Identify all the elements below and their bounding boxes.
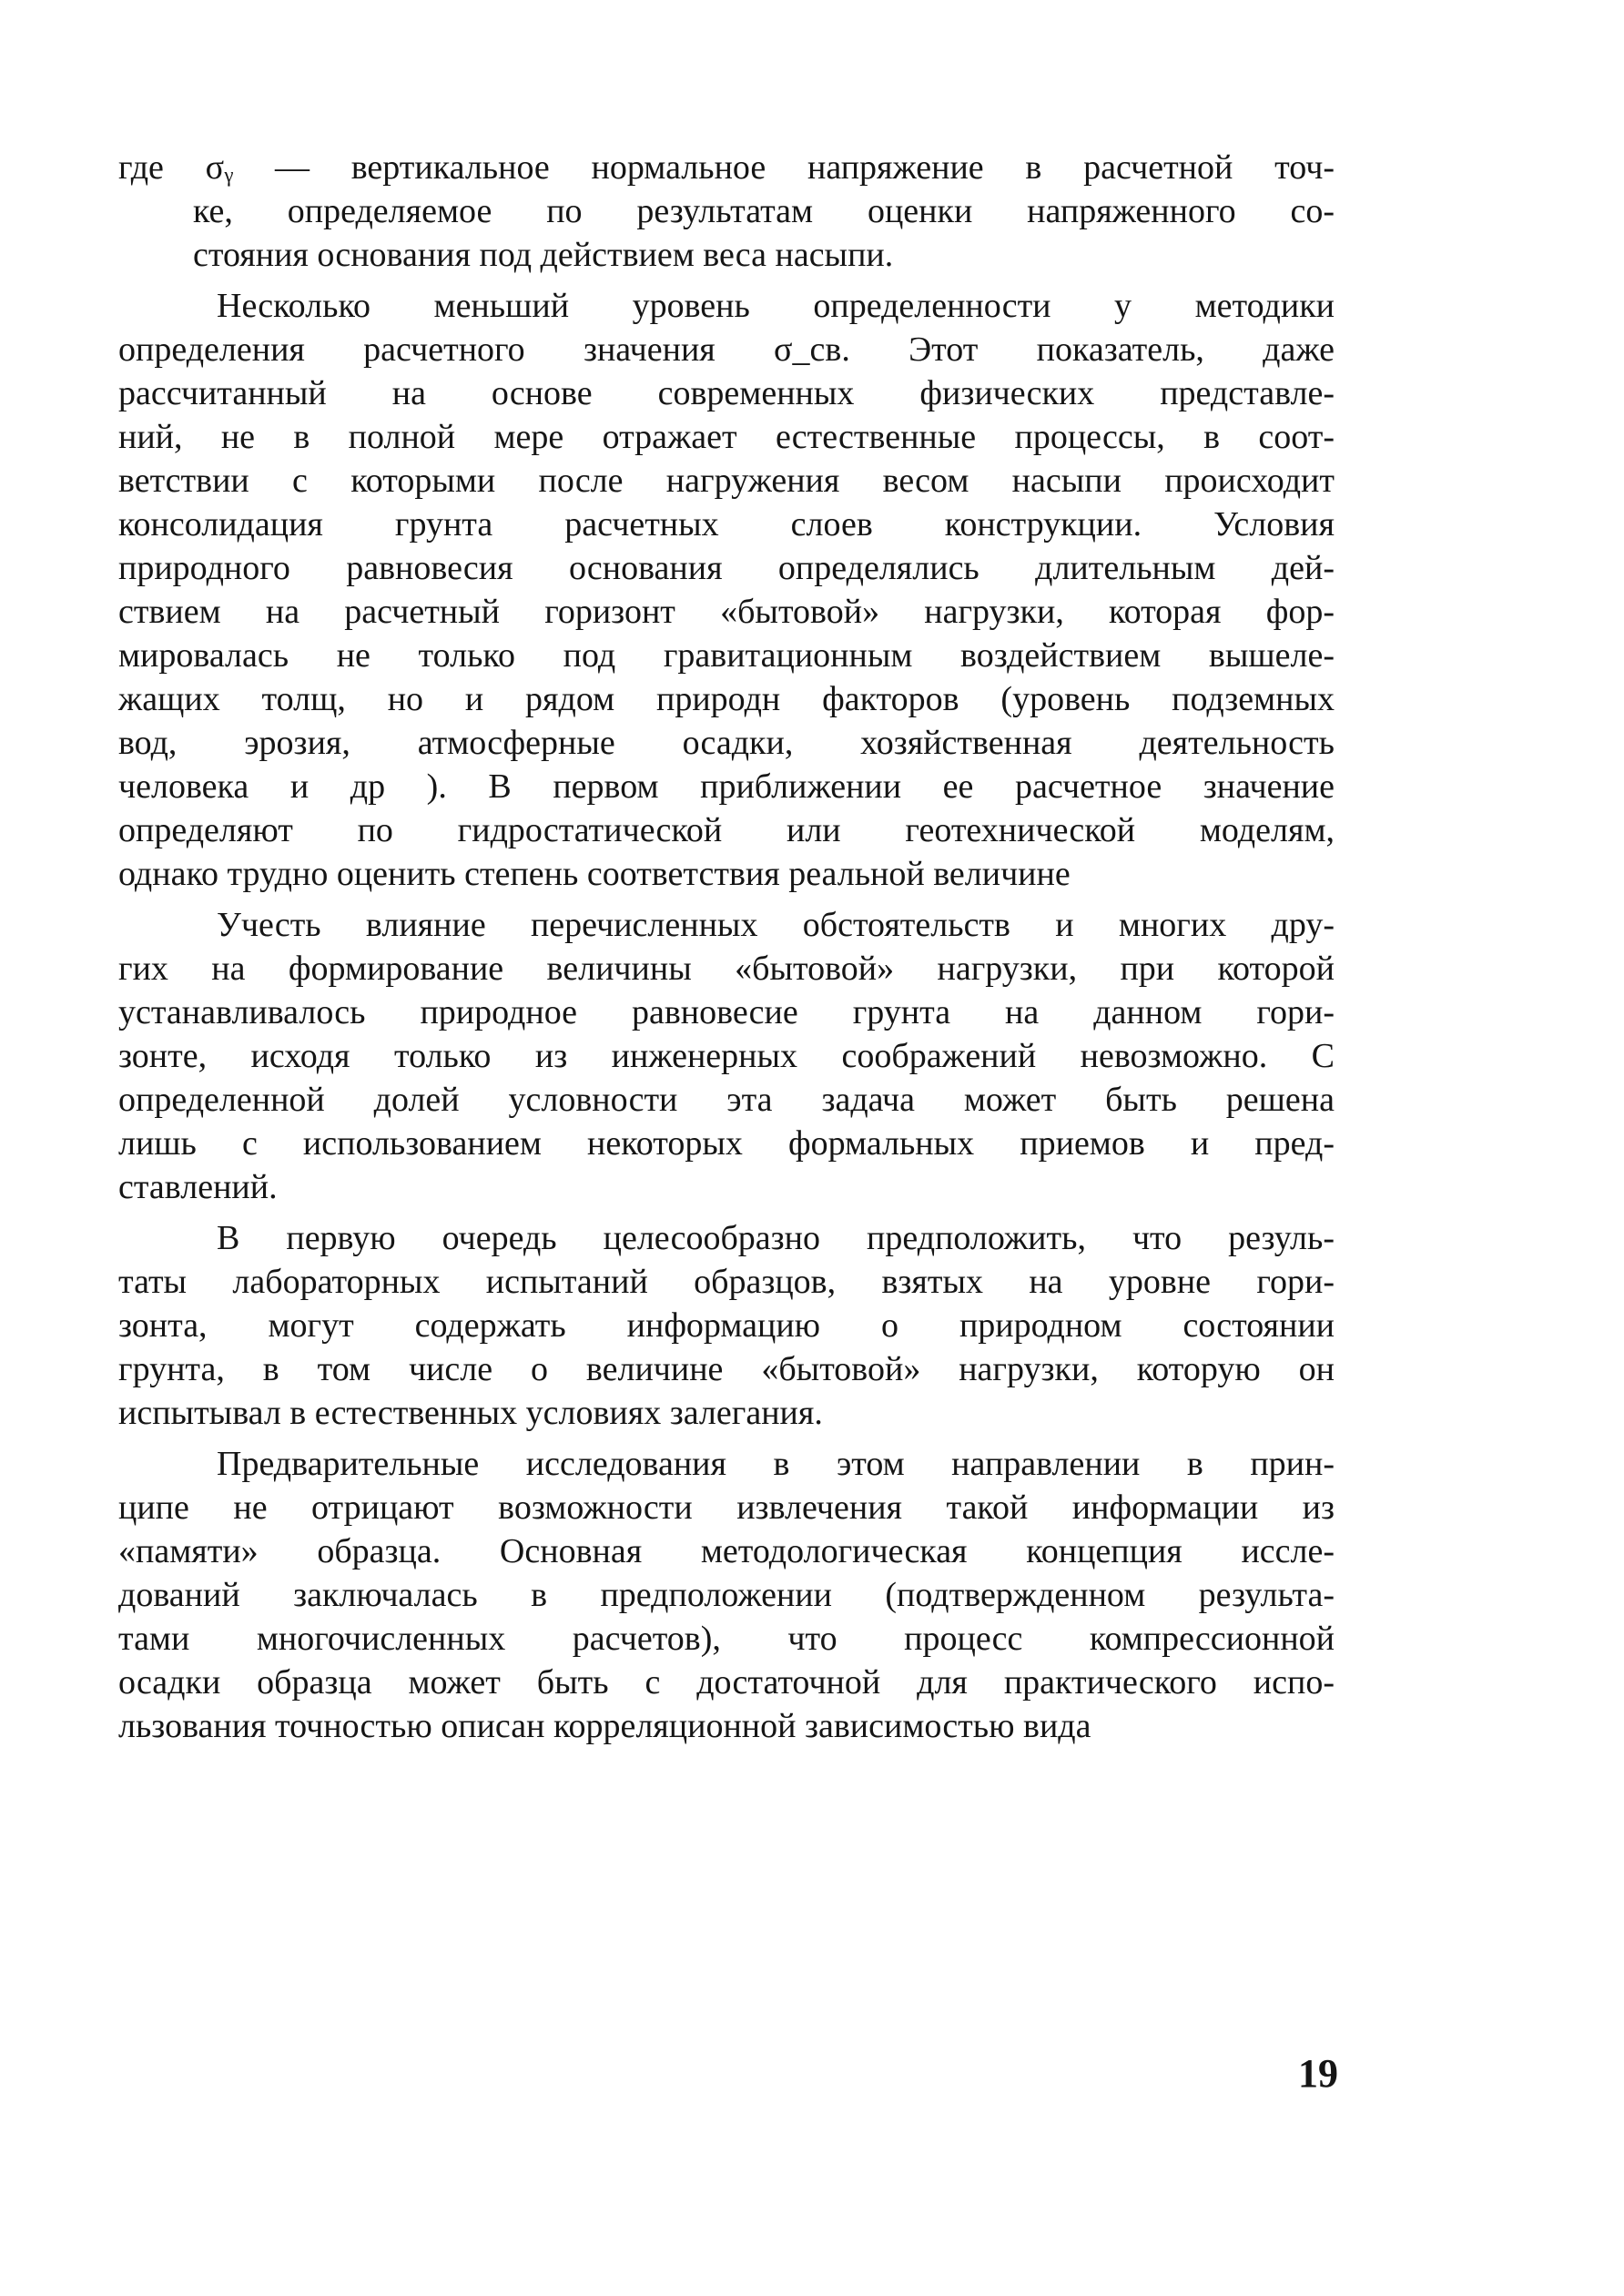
text-line: ний, не в полной мере отражает естественные процессы, в соот- <box>118 418 1335 456</box>
text-line: ствием на расчетный горизонт «бытовой» нагрузки, которая фор- <box>118 593 1335 631</box>
text-line: тами многочисленных расчетов), что процесс компрессионной <box>118 1620 1335 1658</box>
text-line: льзования точностью описан корреляционной зависимостью вида <box>118 1707 1091 1745</box>
paragraph-gap <box>118 277 1335 284</box>
page-number: 19 <box>1298 2051 1338 2096</box>
text-line: зонте, исходя только из инженерных соображений невозможно. С <box>118 1037 1335 1075</box>
text-line: определяют по гидростатической или геотехнической моделям, <box>118 811 1335 849</box>
definition-paragraph <box>118 146 1335 277</box>
text-line: определенной долей условности эта задача может быть решена <box>118 1081 1335 1119</box>
paragraph <box>118 1216 1335 1435</box>
text-line: человека и др ). В первом приближении ее расчетное значение <box>118 767 1335 806</box>
text-line: таты лабораторных испытаний образцов, взятых на уровне гори- <box>118 1263 1335 1301</box>
text-line: консолидация грунта расчетных слоев конструкции. Условия <box>118 505 1335 544</box>
text-line: ке, определяемое по результатам оценки напряженного со- <box>193 192 1335 230</box>
body-text <box>118 146 1335 1748</box>
text-line: стояния основания под действием веса насыпи. <box>193 236 894 274</box>
paragraph <box>118 903 1335 1209</box>
text-line: определения расчетного значения σ_св. Этот показатель, даже <box>118 330 1335 369</box>
paragraph-gap <box>118 896 1335 903</box>
text-line: рассчитанный на основе современных физических представле- <box>118 374 1335 412</box>
text-line: гих на формирование величины «бытовой» нагрузки, при которой <box>118 950 1335 988</box>
text-line: испытывал в естественных условиях залегания. <box>118 1394 823 1432</box>
paragraph-gap <box>118 1435 1335 1442</box>
text-line: грунта, в том числе о величине «бытовой» нагрузки, которую он <box>118 1350 1335 1388</box>
text-line: лишь с использованием некоторых формальных приемов и пред- <box>118 1124 1335 1163</box>
text-line: однако трудно оценить степень соответствия реальной величине <box>118 855 1071 893</box>
text-line: природного равновесия основания определялись длительным дей- <box>118 549 1335 587</box>
paragraph <box>118 284 1335 896</box>
text-line: Предварительные исследования в этом направлении в прин- <box>217 1445 1335 1483</box>
text-line: вод, эрозия, атмосферные осадки, хозяйственная деятельность <box>118 724 1335 762</box>
text-line: В первую очередь целесообразно предположить, что резуль- <box>217 1219 1335 1257</box>
text-line: устанавливалось природное равновесие грунта на данном гори- <box>118 993 1335 1031</box>
paragraph-gap <box>118 1209 1335 1216</box>
text-line: зонта, могут содержать информацию о природном состоянии <box>118 1306 1335 1345</box>
paragraph <box>118 1442 1335 1748</box>
text-line: ветствии с которыми после нагружения весом насыпи происходит <box>118 462 1335 500</box>
text-line: Учесть влияние перечисленных обстоятельств и многих дру- <box>217 906 1335 944</box>
text-line: осадки образца может быть с достаточной для практического испо- <box>118 1663 1335 1702</box>
text-line: где σᵧ — вертикальное нормальное напряжение в расчетной точ- <box>118 148 1335 187</box>
text-line: «памяти» образца. Основная методологическая концепция иссле- <box>118 1532 1335 1570</box>
text-line: ципе не отрицают возможности извлечения такой информации из <box>118 1488 1335 1527</box>
text-line: ставлений. <box>118 1168 278 1206</box>
text-line: жащих толщ, но и рядом природн факторов (уровень подземных <box>118 680 1335 718</box>
text-line: дований заключалась в предположении (подтвержденном результа- <box>118 1576 1335 1614</box>
text-line: мировалась не только под гравитационным воздействием вышеле- <box>118 636 1335 675</box>
text-line: Несколько меньший уровень определенности у методики <box>217 287 1335 325</box>
